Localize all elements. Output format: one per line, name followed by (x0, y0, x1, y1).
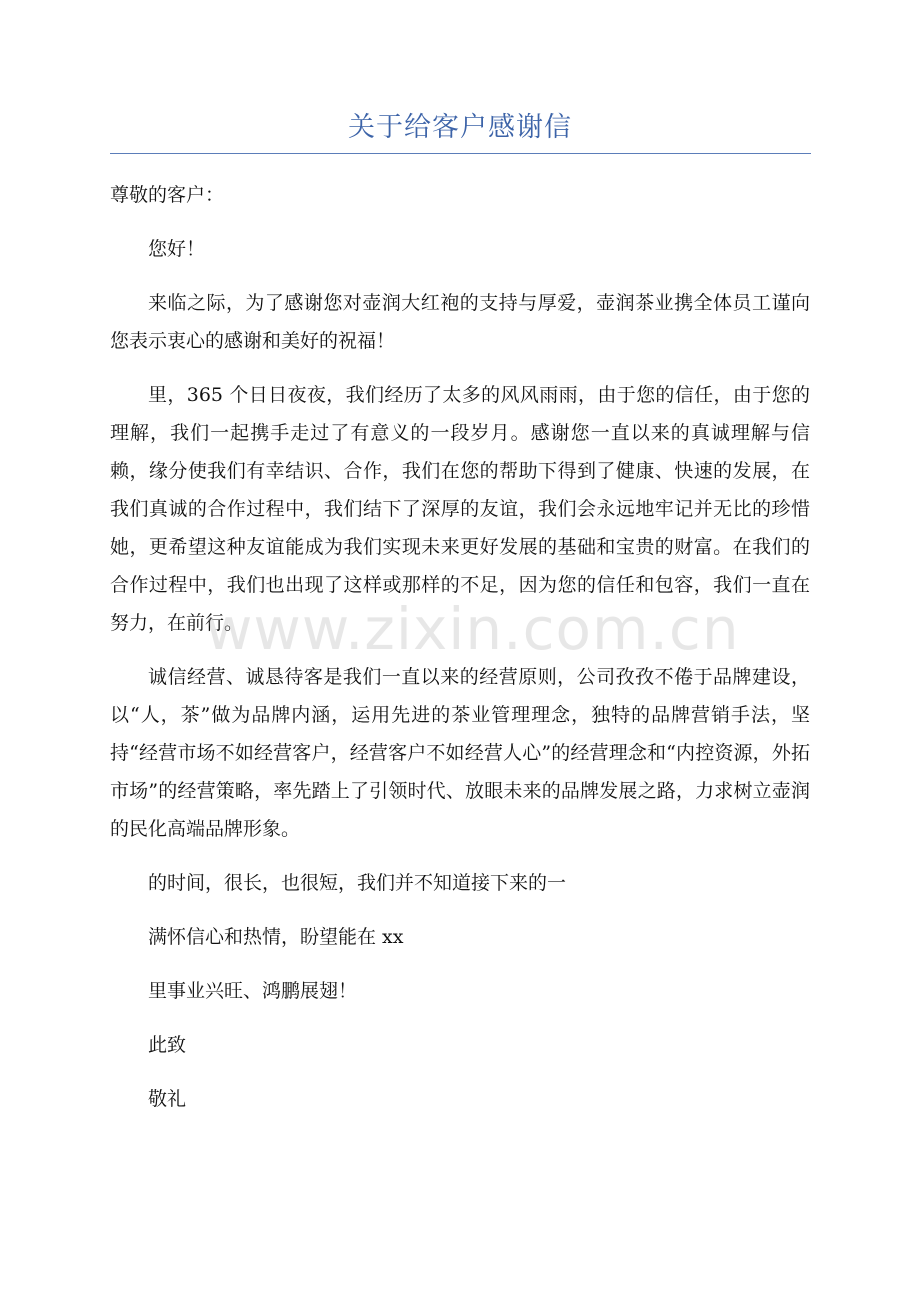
title-underline (110, 153, 811, 154)
sign-off-cizhi: 此致 (148, 1034, 187, 1056)
greeting-paragraph: 您好！ (148, 238, 206, 260)
watermark: www.zixin.com.cn (205, 595, 740, 663)
philosophy-paragraph: 诚信经营、诚恳待客是我们一直以来的经营原则，公司孜孜不倦于品牌建设，以“人，茶”做为品牌内涵，运用先进的茶业管理理念，独特的品牌营销手法，坚持“经营市场不如经营客户，经营客户不如经营人心”的经营理念和“内控资源，外拓市场”的经营策略，率先踏上了引领时代、放眼未来的品牌发展之路，力求树立壶润的民化高端品牌形象。 (110, 666, 810, 840)
document-title: 关于给客户感谢信 (348, 112, 572, 143)
intro-paragraph: 来临之际，为了感谢您对壶润大红袍的支持与厚爱，壶润茶业携全体员工谨向您表示衷心的感谢和美好的祝福！ (110, 292, 810, 352)
closing-line-1: 的时间，很长，也很短，我们并不知道接下来的一 (148, 872, 567, 894)
closing-line-3: 里事业兴旺、鸿鹏展翅！ (148, 980, 358, 1002)
sign-off-jingli: 敬礼 (148, 1088, 187, 1110)
closing-line-2: 满怀信心和热情，盼望能在 xx (148, 926, 404, 948)
salutation: 尊敬的客户： (110, 184, 225, 206)
letter-body (110, 176, 810, 1134)
gratitude-paragraph: 里，365 个日日夜夜，我们经历了太多的风风雨雨，由于您的信任，由于您的理解，我们一起携手走过了有意义的一段岁月。感谢您一直以来的真诚理解与信赖，缘分使我们有幸结识、合作，我们在您的帮助下得到了健康、快速的发展，在我们真诚的合作过程中，我们结下了深厚的友谊，我们会永远地牢记并无比的珍惜她，更希望这种友谊能成为我们实现未来更好发展的基础和宝贵的财富。在我们的合作过程中，我们也出现了这样或那样的不足，因为您的信任和包容，我们一直在努力，在前行。 (110, 384, 810, 634)
